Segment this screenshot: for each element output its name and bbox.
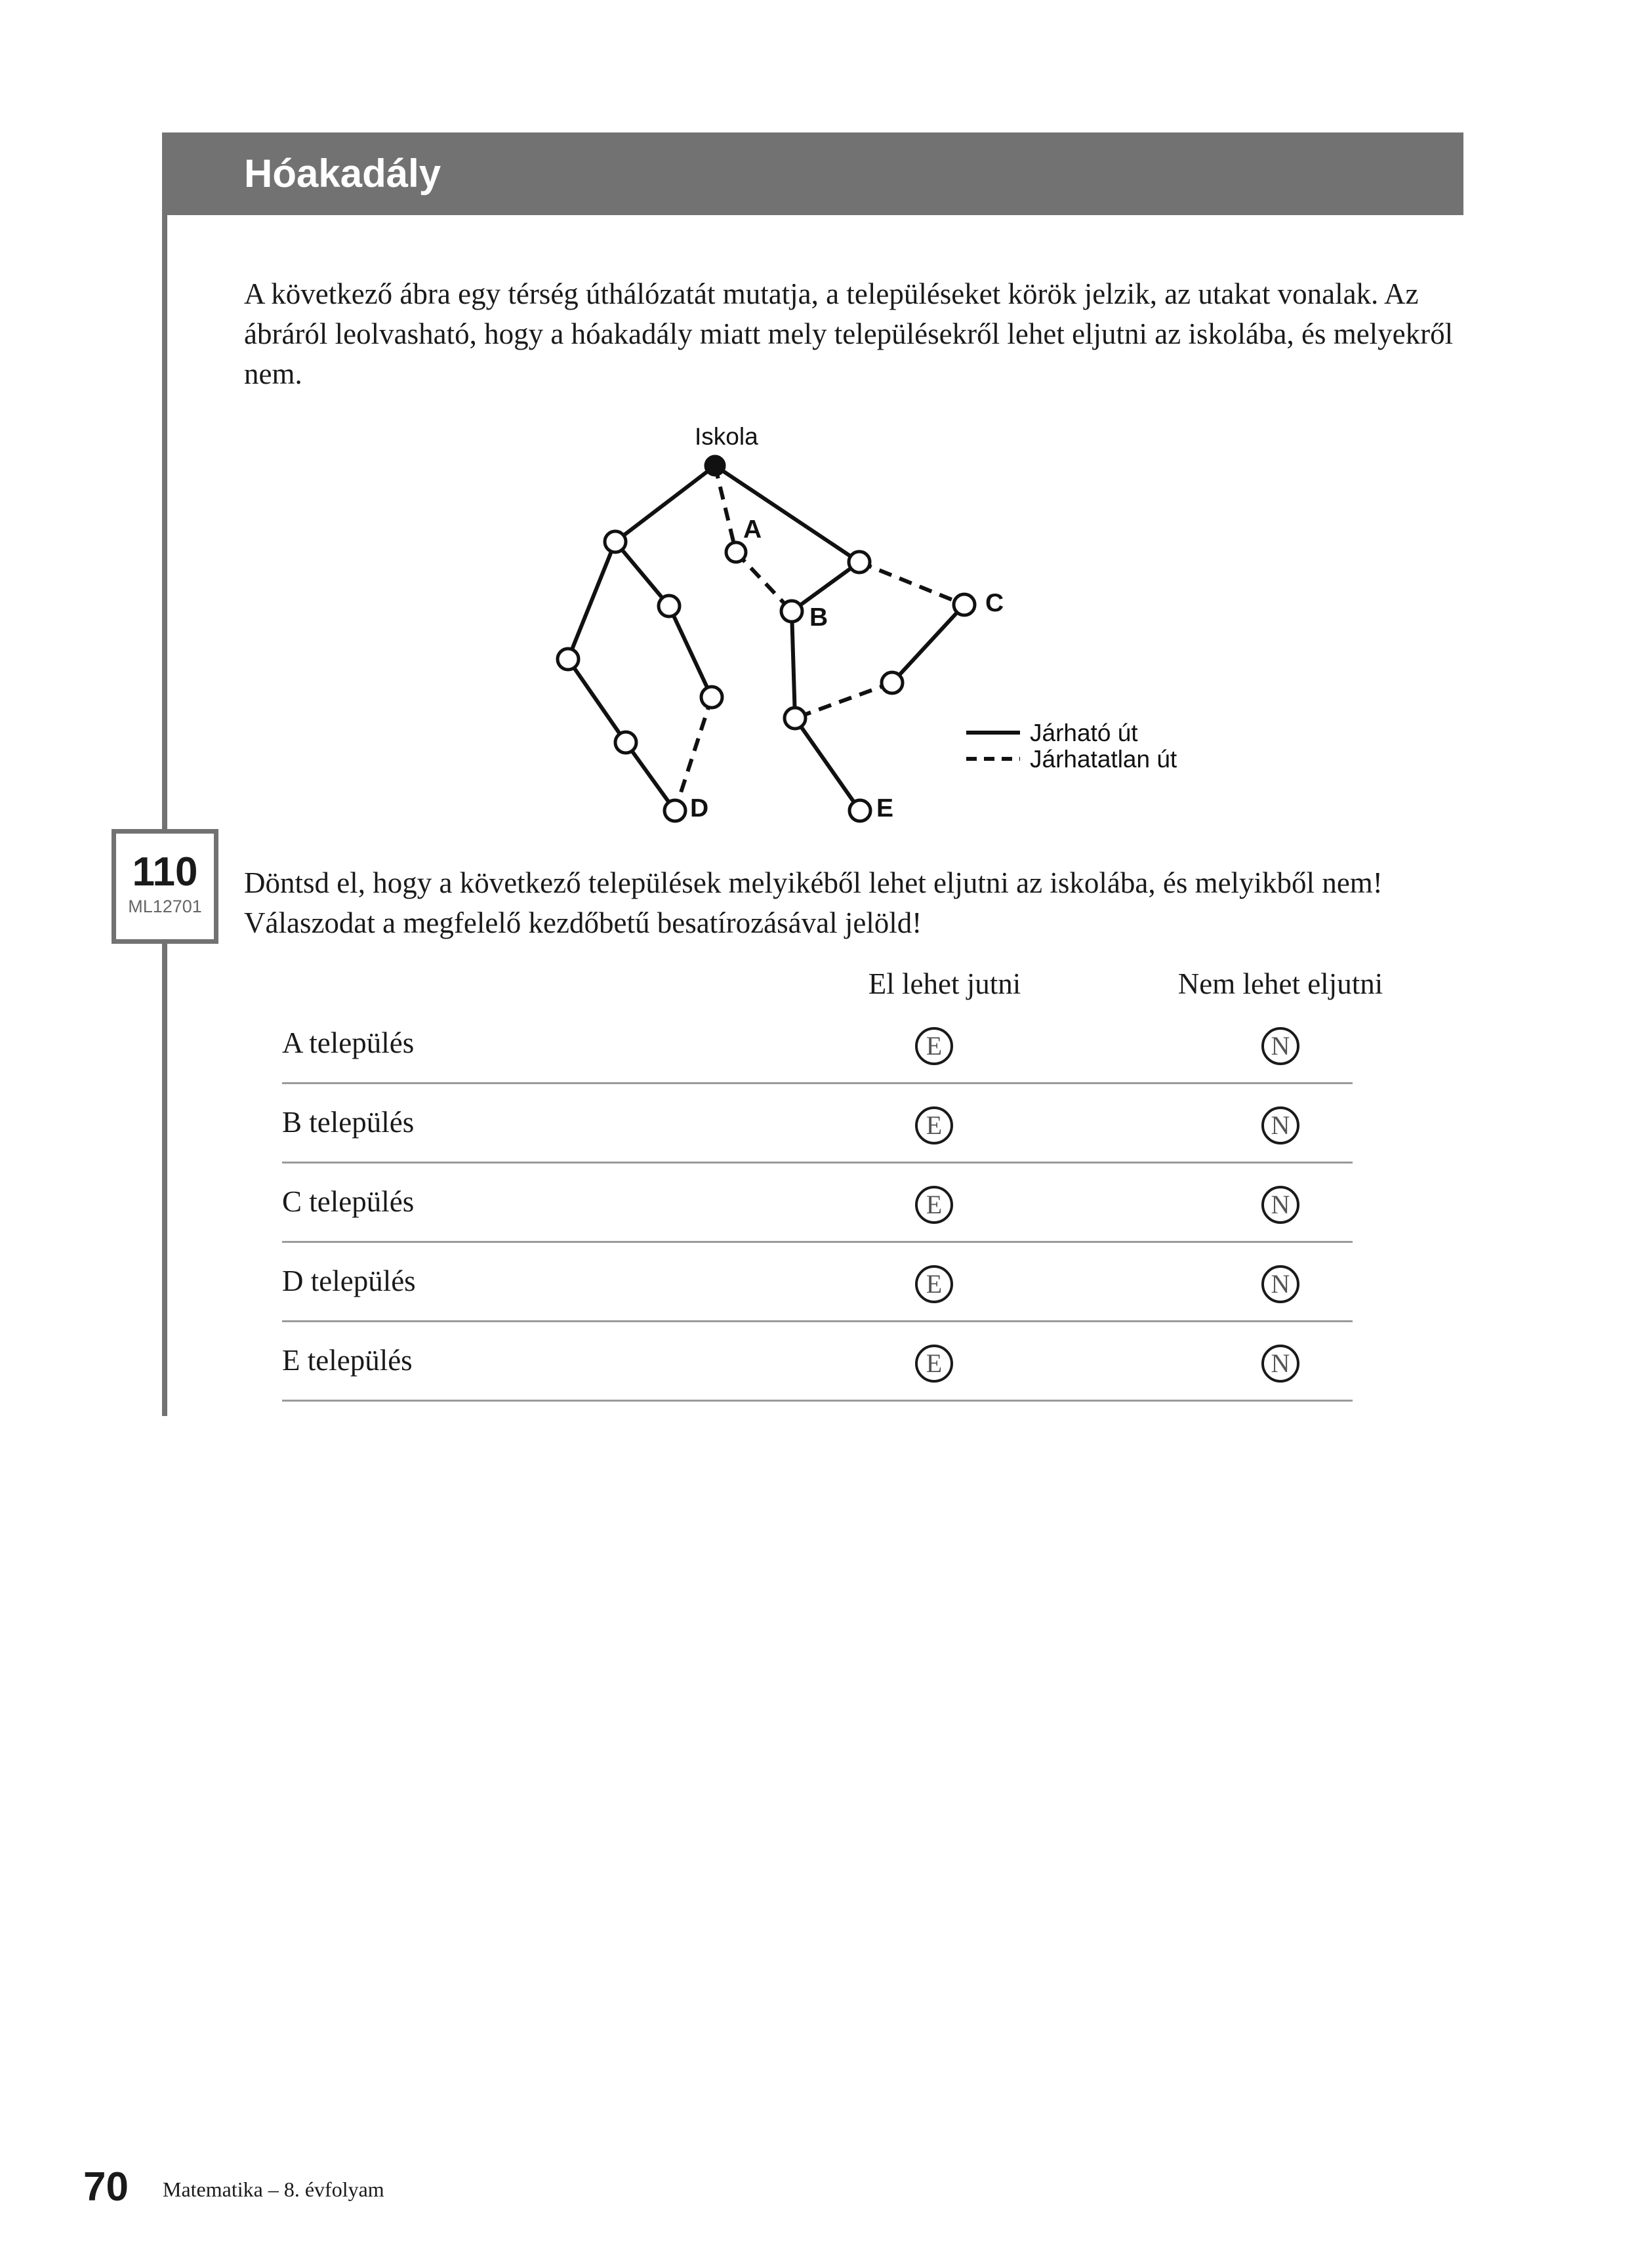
node-c [954,594,975,615]
road-impassable [795,683,892,718]
node-e [849,800,870,821]
bubble-can-reach[interactable]: E [915,1106,953,1144]
road-passable [626,742,675,811]
node [615,732,636,753]
road-passable [669,606,712,697]
bubble-cannot-reach[interactable]: N [1261,1186,1299,1224]
page-number: 70 [83,2164,129,2210]
intro-paragraph: A következő ábra egy térség úthálózatát mutatja, a településeket körök jelzik, az utakat vonalak. Az ábráról leolvasható, hogy a hóakadály miatt mely településekről lehet eljutni az iskolába, és melyekről nem. [244,277,1454,390]
task-code: ML12701 [128,897,202,916]
road-passable [568,659,626,742]
label-e: E [876,794,894,822]
label-d: D [690,794,709,822]
answer-row-d [282,1242,1353,1322]
bubble-cannot-reach[interactable]: N [1261,1027,1299,1065]
node [605,531,626,552]
row-label: D település [282,1265,416,1297]
node [659,596,680,617]
road-passable [892,605,964,683]
bubble-can-reach[interactable]: E [915,1027,953,1065]
road-passable [568,542,615,659]
bubble-cannot-reach[interactable]: N [1261,1345,1299,1383]
legend-impassable-label: Járhatatlan út [1030,746,1177,773]
node-b [781,601,802,622]
row-label: E település [282,1344,413,1377]
node [558,649,579,670]
bubble-can-reach[interactable]: E [915,1345,953,1383]
task-number-box [112,829,218,944]
road-passable [615,466,715,542]
left-rule-top [162,215,167,829]
school-label: Iskola [695,423,758,450]
label-a: A [743,516,762,544]
road-network-diagram [525,407,1181,840]
header-can-reach: El lehet jutni [868,967,1021,1000]
road-impassable [859,562,964,605]
legend-passable-label: Járható út [1030,719,1138,746]
label-c: C [985,589,1004,617]
node [785,708,806,729]
bubble-can-reach[interactable]: E [915,1265,953,1303]
page-title: Hóakadály [244,152,441,195]
footer-text: Matematika – 8. évfolyam [163,2177,384,2201]
left-rule-bottom [162,944,167,1416]
answer-row-e [282,1321,1353,1402]
task-number: 110 [132,849,198,895]
header-cannot-reach: Nem lehet eljutni [1177,967,1383,1000]
row-label: B település [282,1106,415,1139]
road-passable [792,611,795,718]
road-passable [795,718,860,811]
node-a [726,542,746,562]
bubble-cannot-reach[interactable]: N [1261,1106,1299,1144]
answer-row-a [282,1003,1353,1084]
node [849,552,870,573]
node [701,687,722,708]
row-label: C település [282,1185,415,1218]
road-impassable [736,552,792,611]
bubble-cannot-reach[interactable]: N [1261,1265,1299,1303]
answer-row-c [282,1162,1353,1243]
node-school [706,456,724,475]
bubble-can-reach[interactable]: E [915,1186,953,1224]
node-d [664,800,685,821]
question-text: Döntsd el, hogy a következő települések melyikéből lehet eljutni az iskolába, és melyikből nem! Válaszodat a megfelelő kezdőbetű besatírozásával jelöld! [244,866,1383,939]
legend [966,733,1020,759]
row-label: A település [282,1026,415,1059]
node [882,672,903,693]
answer-row-b [282,1083,1353,1164]
road-passable [615,542,669,606]
label-b: B [809,603,828,632]
